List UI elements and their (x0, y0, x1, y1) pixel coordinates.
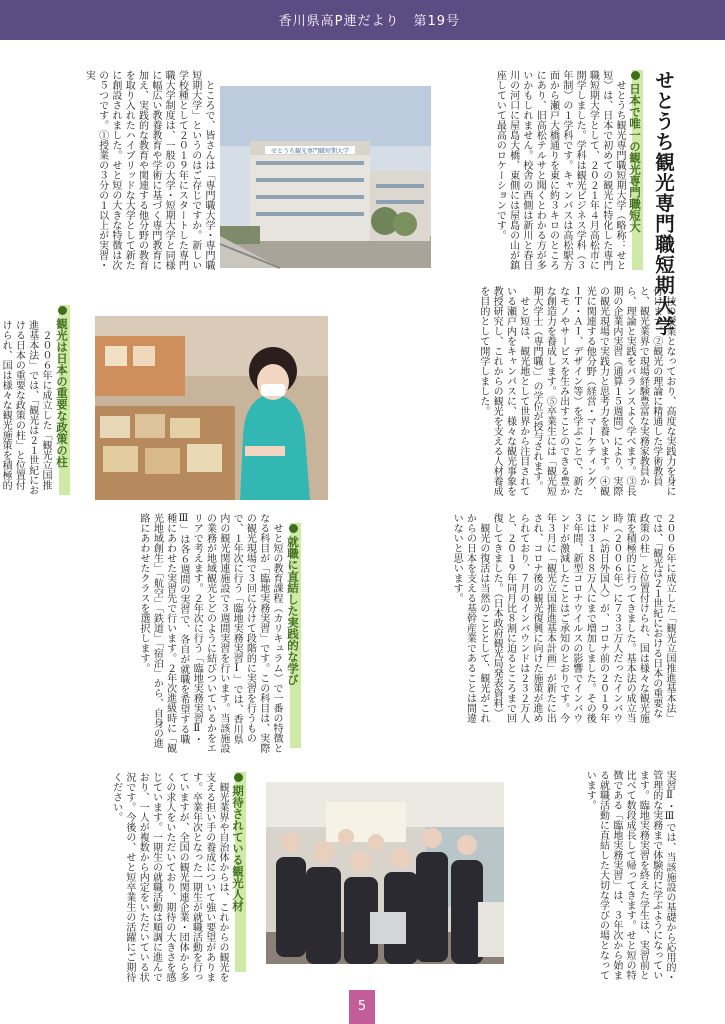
campus-building-photo (220, 86, 431, 268)
section-heading-practice: 就職に直結した実践的な学び (285, 523, 301, 748)
section1-text-a: せとうち観光専門職短期大学（略称：せと短）は、日本で初めての観光に特化した専門職短期大学として、２０２１年４月高松市に開学しました。学科は観光ビジネス学科（３年制）の１学科です。キャンパスは高松駅方面から瀬戸大橋通りを東に約３キロのところにあり、旧高松テルサと聞くとわかる方が多いかもしれません。校舎の西側は新川と春日川の河口に屋島大橋、東側には屋島の山が鎮座していて最高のロケーションです。 (494, 70, 625, 270)
section3-text-a: せと短の教育課程（カリキュラム）で一番の特徴となる科目が「臨地実務実習」です。この科目は、実際の観光現場で３回に分けて段階的に実習を行うもので、１年次に行う「臨地実務実習Ⅰ」では、香川県内の観光関連施設で３週間実習を行います。当該施設の業務が地域観光とどのように結びついているかをエリアで考えます。２年次に行う「臨地実務実習Ⅱ・Ⅲ」は各６週間の実習で、各自が就職を希望する職種にあわせた実習先で行います。２年次進級時に「観光地域創生」「航空」「鉄道」「宿泊」から、自身の進路にあわせたクラスを選択します。 (138, 513, 282, 753)
section3-text-b: 実習Ⅱ・Ⅲでは、当該施設の基礎から応用的・管理的な実務まで体験的に学ぶようになっています。臨地実務実習を終えた学生は、実習前と比べて数段成長して帰ってきます。せと短の特徴である「臨地実務実習」は、３年次から始まる就職活動に直結した大切な学びの場となっています。 (584, 770, 675, 982)
section1-text-c: 技の授業となっており、高度な実践力を身に付けます。②観光の理論に精通した学術教員と、観光業界で現場経験豊富な実務家教員から、理論と実践をバランスよく学べます。③長期の企業内実習（通算１５週間）により、実際の観光現場で実践力と思考力を養います。④観光に関連する他分野（経営・マーケティング、ＩＴ・ＡＩ、デザイン等）を学ぶことで、新たなモノやサービスを生み出すことのできる豊かな創造力を養成します。⑤卒業生には「観光短期大学士（専門職）」の学位が授与されます。 せと短は、観光地として世界から注目されている瀬戸内をキャンパスに、様々な観光事象を教授研究し、これからの観光を支える人材養成を目的として開学しました。 (477, 286, 675, 496)
building-sign-text: せとうち観光専門職短期大学 (270, 148, 350, 155)
section4-text: 観光業界や自治体からは、これからの観光を支える担い手の養成について強い要望があります。卒業年次となった一期生が就職活動を行っていますが、全国の観光関連企業・団体から多くの求人をいただいており、期待の大きさを感じています。一期生の就職活動は順調に進んでおり、一人が複数から内定をいただいている状況です。今後の、せと短卒業生の活躍にご期待ください。 (110, 772, 228, 982)
newsletter-title: 香川県高P連だより 第19号 (278, 14, 460, 29)
student-shop-photo (95, 316, 328, 500)
header-bar (0, 0, 725, 40)
section-heading-expectation: 期待されている観光人材 (230, 772, 246, 972)
section2-text-b: ２００６年に成立した「観光立国推進基本法」では、「観光は２１世紀における日本の重要な政策の柱」と位置付けられ、国は様々な観光施策を積極的に行ってきました。基本法の成立当時（２００６年）に７３３万人だったインバウンド（訪日外国人）が、コロナ前の２０１９年には３１８８万人にまで増加しました。その後３年間、新型コロナウイルスの影響でインバウンドが激減したことはご承知のとおりです。今年３月に「観光立国推進基本計画」が新たに出され、コロナ後の観光復興に向けた施策が進められており、７月のインバウンドは２３２万人と、２０１９年同月比８割に迫るところまで回復してきました。（日本政府観光局発表資料） 観光の復活は当然のこととして、観光がこれからの日本を支える基幹産業であることは間違いないと思います。 (451, 513, 675, 723)
section-heading-unique: 日本で唯一の観光専門職短大 (627, 70, 643, 270)
bullet-icon (234, 773, 243, 782)
section2-text-a: ２００６年に成立した「観光立国推進基本法」では、「観光は２１世紀における日本の重要な政策の柱」と位置付けられ、国は様々な観光施策を積極的 (0, 320, 51, 495)
article-title: せとうち観光専門職短期大学 (652, 70, 675, 337)
section-heading-policy: 観光は日本の重要な政策の柱 (54, 305, 70, 495)
page-number: 5 (349, 990, 375, 1024)
section1-text-b: ところで、皆さんは「専門職大学・専門職短期大学」というのはご存じですか。新しい学校種として２０１９年にスタートした専門職大学制度は、一般の大学・短期大学と同様に幅広い教養教育や学術に基づく専門教育に加え、実践的な教育や関連する他分野の教育を取り入れたハイブリッドな大学として新たに創設されました。せと短の大きな特徴は次の５つです。①授業の３分の１以上が実習・実 (83, 70, 214, 270)
group-photo (266, 782, 504, 964)
bullet-icon (289, 524, 298, 533)
bullet-icon (58, 306, 67, 315)
bullet-icon (631, 71, 640, 80)
